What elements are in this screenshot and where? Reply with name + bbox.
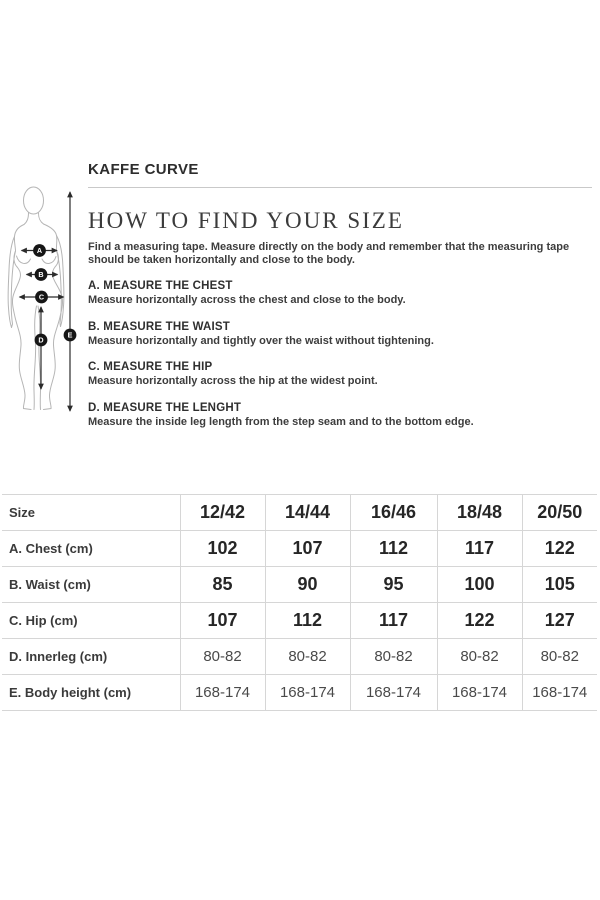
row-label: D. Innerleg (cm): [2, 639, 180, 675]
cell-value: 112: [350, 531, 437, 567]
cell-value: 168-174: [437, 675, 522, 711]
cell-value: 90: [265, 567, 350, 603]
section-description: Measure horizontally across the hip at the widest point.: [88, 375, 378, 387]
table-row-body-height: [2, 675, 597, 711]
cell-value: 127: [522, 603, 597, 639]
cell-value: 107: [180, 603, 265, 639]
size-header-cell: 14/44: [265, 495, 350, 531]
guide-content: [88, 161, 592, 428]
row-label: C. Hip (cm): [2, 603, 180, 639]
measure-section-length: [88, 402, 592, 429]
brand-title: KAFFE CURVE: [88, 161, 592, 188]
cell-value: 117: [350, 603, 437, 639]
body-figure-illustration: [0, 178, 82, 418]
table-row-chest: [2, 531, 597, 567]
size-header-cell: 16/46: [350, 495, 437, 531]
section-heading: A. MEASURE THE CHEST: [88, 280, 233, 292]
cell-value: 95: [350, 567, 437, 603]
cell-value: 112: [265, 603, 350, 639]
body-measurement-figure: [0, 178, 82, 418]
measure-section-hip: [88, 361, 592, 388]
section-description: Measure the inside leg length from the step seam and to the bottom edge.: [88, 415, 474, 428]
intro-text: Find a measuring tape. Measure directly on the body and remember that the measuring tape should be taken horizontally and close to the body.: [88, 241, 570, 266]
size-table: [2, 494, 597, 711]
cell-value: 80-82: [522, 639, 597, 675]
cell-value: 80-82: [180, 639, 265, 675]
marker-d-label: D: [38, 335, 44, 345]
section-description: Measure horizontally and tightly over the waist without tightening.: [88, 334, 434, 347]
cell-value: 122: [437, 603, 522, 639]
row-label: A. Chest (cm): [2, 531, 180, 567]
measure-section-waist: [88, 321, 592, 348]
measure-section-chest: [88, 280, 592, 307]
cell-value: 122: [522, 531, 597, 567]
cell-value: 80-82: [437, 639, 522, 675]
cell-value: 85: [180, 567, 265, 603]
cell-value: 107: [265, 531, 350, 567]
size-header-cell: 12/42: [180, 495, 265, 531]
section-heading: C. MEASURE THE HIP: [88, 361, 213, 373]
table-row-innerleg: [2, 639, 597, 675]
marker-a-label: A: [36, 246, 43, 256]
cell-value: 100: [437, 567, 522, 603]
marker-e-label: E: [67, 330, 73, 340]
cell-value: 80-82: [265, 639, 350, 675]
cell-value: 168-174: [265, 675, 350, 711]
section-description: Measure horizontally across the chest and close to the body.: [88, 294, 406, 306]
marker-c-label: C: [38, 292, 45, 302]
cell-value: 168-174: [522, 675, 597, 711]
size-column-header: Size: [2, 495, 180, 531]
table-row-hip: [2, 603, 597, 639]
table-row-waist: [2, 567, 597, 603]
table-header-row: [2, 495, 597, 531]
cell-value: 80-82: [350, 639, 437, 675]
cell-value: 168-174: [350, 675, 437, 711]
cell-value: 105: [522, 567, 597, 603]
page-title: HOW TO FIND YOUR SIZE: [88, 208, 404, 233]
section-heading: B. MEASURE THE WAIST: [88, 320, 231, 333]
cell-value: 168-174: [180, 675, 265, 711]
size-header-cell: 20/50: [522, 495, 597, 531]
row-label: E. Body height (cm): [2, 675, 180, 711]
section-heading: D. MEASURE THE LENGHT: [88, 401, 242, 414]
cell-value: 102: [180, 531, 265, 567]
marker-b-label: B: [38, 270, 44, 280]
row-label: B. Waist (cm): [2, 567, 180, 603]
size-header-cell: 18/48: [437, 495, 522, 531]
cell-value: 117: [437, 531, 522, 567]
